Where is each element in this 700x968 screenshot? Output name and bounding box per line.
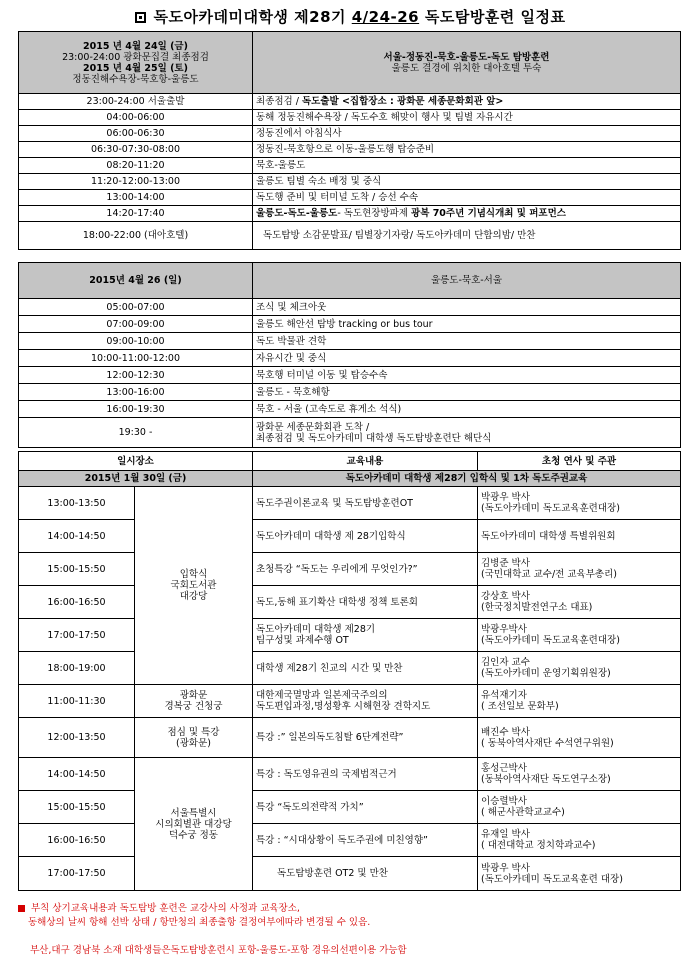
table-row: 14:00-14:50 독도아카데미 대학생 제 28기입학식 독도아카데미 대학생 특별위원회: [19, 520, 681, 553]
table-row: 06:00-06:30 정동진에서 아침식사: [19, 126, 681, 142]
table-row: 19:30 - 광화문 세종문화회관 도착 / 최종점검 및 독도아카데미 대학생 독도탐방훈련단 해단식: [19, 418, 681, 448]
table-row: 18:00-19:00 대학생 제28기 친교의 시간 및 만찬 김인자 교수 (독도아카데미 운영기획위원장): [19, 652, 681, 685]
table-row: 13:00-13:50 입학식 국회도서관 대강당 독도주권이론교육 및 독도탐방훈련OT 박광우 박사 (독도아카데미 독도교육훈련대장): [19, 487, 681, 520]
place-gyeongbokgung: 광화문 경복궁 건청궁: [135, 685, 253, 718]
education-header-row: 일시장소 교육내용 초청 연사 및 주관: [19, 452, 681, 471]
table-row: 16:00-16:50 특강 : “시대상황이 독도주권에 미친영향” 유재일 박사 ( 대전대학교 정치학과교수): [19, 824, 681, 857]
table-row: 16:00-19:30 묵호 - 서울 (고속도로 휴게소 석식): [19, 401, 681, 418]
day1-schedule-table: [18, 31, 681, 250]
table-row: 13:00-14:00 독도행 준비 및 터미널 도착 / 승선 수속: [19, 190, 681, 206]
table-row: 11:00-11:30 광화문 경복궁 건청궁 대한제국멸망과 일본제국주의의 독도편입과정,명성황후 시해현장 견학지도 유석재기자 ( 조선일보 문화부): [19, 685, 681, 718]
table-row: 06:30-07:30-08:00 정동진-묵호항으로 이동-울릉도행 탑승준비: [19, 142, 681, 158]
table-row: 23:00-24:00 서울출발 최종점검 / 독도출발 <집합장소 : 광화문 세종문화회관 앞>: [19, 94, 681, 110]
education-date-row: 2015년 1월 30일 (금) 독도아카데미 대학생 제28기 입학식 및 1차 독도주권교육: [19, 471, 681, 487]
day1-header-row: [19, 32, 681, 94]
table-row: 09:00-10:00 독도 박물관 견학: [19, 333, 681, 350]
place-seoul-city-council: 서울특별시 시의회별관 대강당 덕수궁 정동: [135, 758, 253, 891]
page-title: 독도아카데미대학생 제28기 4/24-26 독도탐방훈련 일정표: [0, 6, 700, 27]
footer-notes: 부칙 상기교육내용과 독도탐방 훈련은 교강사의 사정과 교육장소, 동해상의 날씨 항해 선박 상태 / 항만청의 최종출항 결정여부에따라 변경될 수 있음. 부산,대구 경남북 소재 대학생들은독도탐방훈련시 포항-울릉도-포항 경유의선편이용 가능함: [18, 902, 683, 958]
table-row: 14:20-17:40 울릉도-독도-울릉도- 독도현장방파제 광복 70주년 기념식개최 및 퍼포먼스: [19, 206, 681, 222]
table-row: 12:00-13:50 점심 및 특강 (광화문) 특강 :” 일본의독도침탈 6단계전략” 배진수 박사 ( 동북아역사재단 수석연구위원): [19, 718, 681, 758]
table-row: 05:00-07:00 조식 및 체크아웃: [19, 299, 681, 316]
table-row: 04:00-06:00 동해 정동진해수욕장 / 독도수호 해맞이 행사 및 팀별 자유시간: [19, 110, 681, 126]
square-bullet-icon: [135, 12, 146, 23]
table-row: 17:00-17:50 독도아카데미 대학생 제28기 팀구성및 과제수행 OT 박광우박사 (독도아카데미 독도교육훈련대장): [19, 619, 681, 652]
table-row: 18:00-22:00 (대아호텔) 독도탐방 소감문발표/ 팀별장기자랑/ 독도아카데미 단합의밤/ 만찬: [19, 222, 681, 250]
education-table: [18, 451, 681, 891]
table-row: 15:00-15:50 특강 “독도의전략적 가치” 이승렬박사 ( 해군사관학교교수): [19, 791, 681, 824]
table-row: 14:00-14:50 서울특별시 시의회별관 대강당 덕수궁 정동 특강 : 독도영유권의 국제법적근거 홍성근박사 (동북아역사재단 독도연구소장): [19, 758, 681, 791]
table-row: 10:00-11:00-12:00 자유시간 및 중식: [19, 350, 681, 367]
place-national-library: 입학식 국회도서관 대강당: [135, 487, 253, 685]
table-row: 08:20-11:20 묵호-울릉도: [19, 158, 681, 174]
day2-schedule-table: [18, 262, 681, 448]
table-row: 15:00-15:50 초청특강 “독도는 우리에게 무엇인가?” 김병준 박사 (국민대학교 교수/전 교육부총리): [19, 553, 681, 586]
red-square-bullet-icon: [18, 905, 25, 912]
place-gwanghwamun-lunch: 점심 및 특강 (광화문): [135, 718, 253, 758]
table-row: 07:00-09:00 울릉도 해안선 탐방 tracking or bus tour: [19, 316, 681, 333]
table-row: 12:00-12:30 묵호행 터미널 이동 및 탑승수속: [19, 367, 681, 384]
day1-header-left: 2015 년 4월 24일 (금) 23:00-24:00 광화문집결 최종점검 2015 년 4월 25일 (토) 정동진해수욕장-묵호항-울릉도: [19, 32, 253, 94]
table-row: 17:00-17:50 독도탐방훈련 OT2 및 만찬 박광우 박사 (독도아카데미 독도교육훈련 대장): [19, 857, 681, 891]
table-row: 16:00-16:50 독도,동해 표기확산 대학생 정책 토론회 강상호 박사 (한국정치발전연구소 대표): [19, 586, 681, 619]
day1-header-right: 서울-정동진-묵호-울릉도-독도 탐방훈련 울릉도 결경에 위치한 대아호텔 투숙: [253, 32, 681, 94]
table-row: 13:00-16:00 울릉도 - 묵호해항: [19, 384, 681, 401]
day2-header-row: 2015년 4월 26 (일) 울릉도-묵호-서울: [19, 263, 681, 299]
table-row: 11:20-12:00-13:00 울릉도 팀별 숙소 배정 및 중식: [19, 174, 681, 190]
